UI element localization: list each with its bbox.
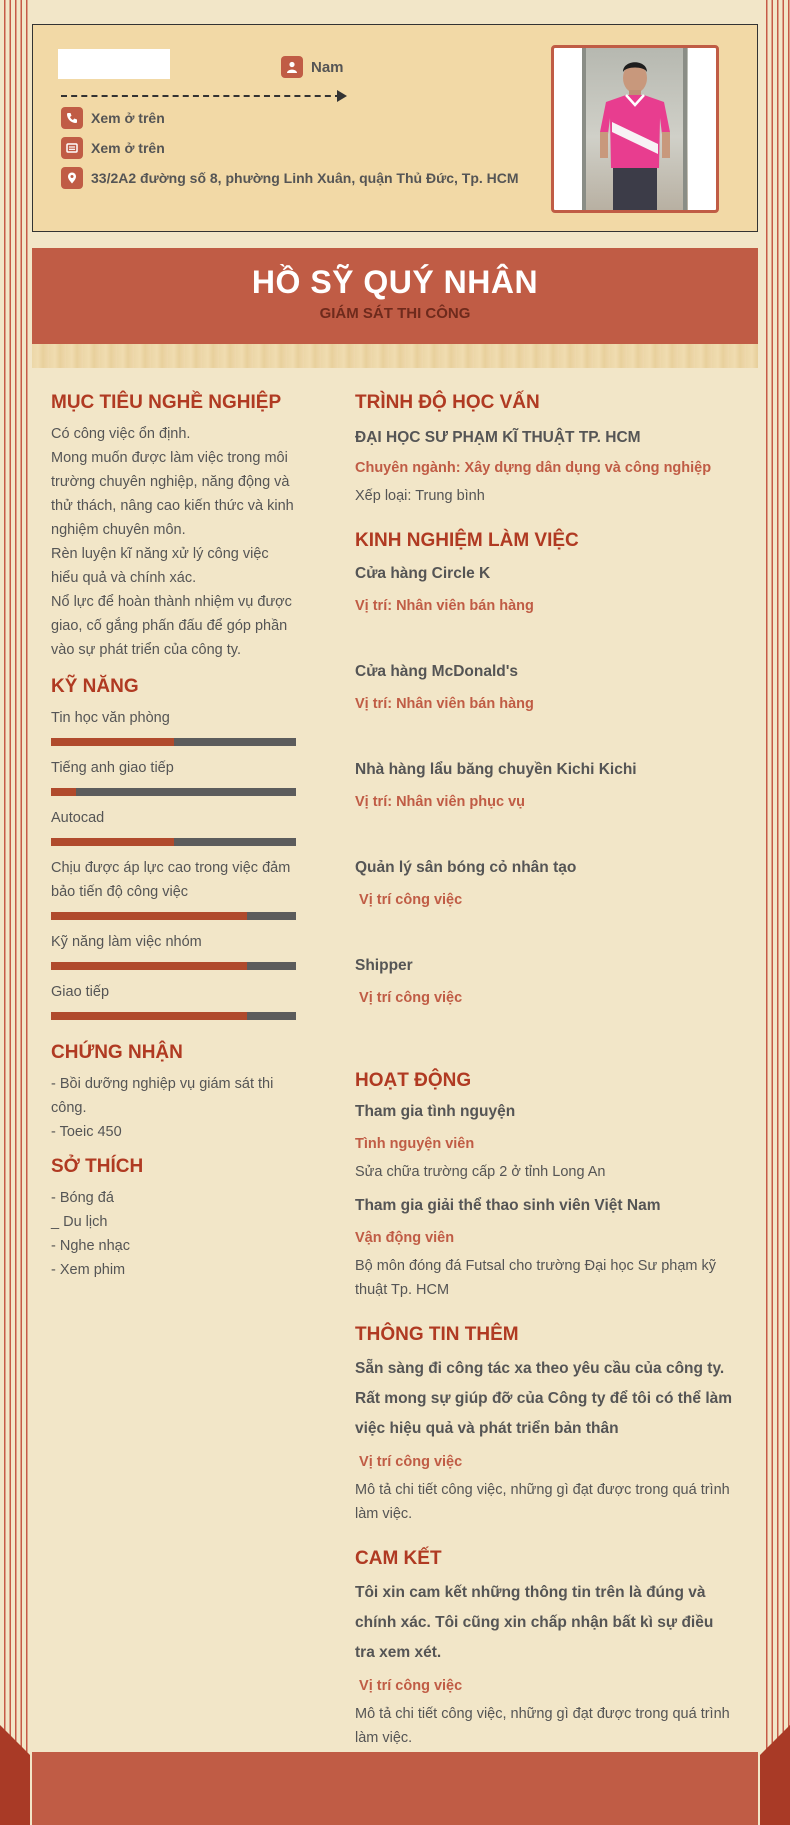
additional-text: Sẵn sàng đi công tác xa theo yêu cầu của công ty. Rất mong sự giúp đỡ của Công ty để tôi có thể làm việc hiệu quả và phát triển bản thân	[355, 1360, 733, 1437]
person-icon	[281, 56, 303, 78]
phone-row	[61, 107, 165, 129]
arrow-icon	[337, 90, 347, 102]
commitment-description: Mô tả chi tiết công việc, những gì đạt được trong quá trình làm việc.	[355, 1706, 730, 1746]
contact-box	[32, 24, 758, 232]
certificate-item: - Bồi dưỡng nghiệp vụ giám sát thi công.	[51, 1076, 274, 1116]
job-position: GIÁM SÁT THI CÔNG	[319, 305, 471, 322]
commitment-heading: CAM KẾT	[355, 1548, 442, 1569]
activity-description: Sửa chữa trường cấp 2 ở tỉnh Long An	[355, 1164, 606, 1180]
skill-item	[51, 980, 296, 1020]
skill-bar	[51, 962, 296, 970]
skill-bar-fill	[51, 962, 247, 970]
experience-company: Quản lý sân bóng cỏ nhân tạo	[355, 859, 577, 876]
objective-text-2: Mong muốn được làm việc trong môi trường chuyên nghiệp, năng động và thử thách, nâng cao kiến thức và kinh nghiệm chuyên môn.	[51, 450, 294, 538]
skill-bar-fill	[51, 838, 174, 846]
experience-company: Nhà hàng lẩu băng chuyền Kichi Kichi	[355, 761, 637, 778]
experience-item	[355, 562, 735, 660]
skills-list	[51, 706, 296, 1020]
skill-bar-fill	[51, 1012, 247, 1020]
hobby-item: - Bóng đá	[51, 1190, 114, 1206]
name-banner	[32, 248, 758, 344]
texture-strip	[32, 344, 758, 368]
footer-band	[32, 1752, 758, 1825]
skill-item	[51, 930, 296, 970]
experience-role: Vị trí công việc	[355, 990, 463, 1006]
profile-photo	[551, 45, 719, 213]
name-field-blank	[58, 49, 170, 79]
skill-item	[51, 706, 296, 746]
skill-bar	[51, 912, 296, 920]
commitment-role: Vị trí công việc	[355, 1678, 463, 1694]
hobby-item: - Nghe nhạc	[51, 1238, 130, 1254]
phone-icon	[61, 107, 83, 129]
additional-role: Vị trí công việc	[355, 1454, 463, 1470]
experience-heading: KINH NGHIỆM LÀM VIỆC	[355, 530, 579, 551]
certificate-item: - Toeic 450	[51, 1124, 122, 1140]
envelope-icon	[61, 137, 83, 159]
gender-value: Nam	[311, 58, 344, 76]
activity-item	[355, 1100, 735, 1184]
skill-bar	[51, 1012, 296, 1020]
skill-bar	[51, 738, 296, 746]
right-column	[355, 392, 735, 1750]
experience-role: Vị trí công việc	[355, 892, 463, 908]
objective-heading: MỤC TIÊU NGHỀ NGHIỆP	[51, 392, 282, 413]
email-row	[61, 137, 165, 159]
address-value: 33/2A2 đường số 8, phường Linh Xuân, quận Thủ Đức, Tp. HCM	[91, 170, 519, 186]
experience-item	[355, 660, 735, 758]
hobby-item: _ Du lịch	[51, 1214, 108, 1230]
skill-bar-fill	[51, 788, 76, 796]
activity-title: Tham gia giải thể thao sinh viên Việt Nam	[355, 1197, 661, 1214]
grade: Xếp loại: Trung bình	[355, 488, 485, 504]
major: Chuyên ngành: Xây dựng dân dụng và công nghiệp	[355, 460, 712, 476]
objective-text-3: Rèn luyện kĩ năng xử lý công việc hiểu quả và chính xác.	[51, 546, 269, 586]
experience-company: Cửa hàng McDonald's	[355, 663, 519, 680]
experience-item	[355, 758, 735, 856]
hobbies-heading: SỞ THÍCH	[51, 1156, 144, 1177]
experience-role: Vị trí: Nhân viên bán hàng	[355, 598, 534, 614]
experience-item	[355, 856, 735, 954]
skill-name: Chịu được áp lực cao trong việc đảm bảo tiến độ công việc	[51, 860, 291, 900]
right-stripes	[762, 0, 790, 1825]
person-figure	[582, 48, 688, 210]
full-name: HỒ SỸ QUÝ NHÂN	[251, 264, 539, 300]
left-column	[51, 392, 296, 1282]
skill-bar	[51, 838, 296, 846]
activity-role: Tình nguyện viên	[355, 1136, 475, 1152]
additional-description: Mô tả chi tiết công việc, những gì đạt được trong quá trình làm việc.	[355, 1482, 730, 1522]
phone-value: Xem ở trên	[91, 110, 165, 126]
skill-bar	[51, 788, 296, 796]
additional-heading: THÔNG TIN THÊM	[355, 1324, 519, 1345]
education-heading: TRÌNH ĐỘ HỌC VẤN	[355, 392, 540, 413]
skill-bar-fill	[51, 738, 174, 746]
activity-item	[355, 1194, 735, 1302]
activity-title: Tham gia tình nguyện	[355, 1103, 516, 1120]
address-row	[61, 167, 519, 189]
divider-dashed	[61, 95, 341, 97]
skill-name: Kỹ năng làm việc nhóm	[51, 934, 202, 950]
skill-item	[51, 756, 296, 796]
activities-heading: HOẠT ĐỘNG	[355, 1070, 472, 1091]
certificates-heading: CHỨNG NHẬN	[51, 1042, 183, 1063]
skills-heading: KỸ NĂNG	[51, 676, 139, 697]
skill-item	[51, 806, 296, 846]
school-name: ĐẠI HỌC SƯ PHẠM KĨ THUẬT TP. HCM	[355, 429, 641, 446]
experience-company: Cửa hàng Circle K	[355, 565, 491, 582]
experience-role: Vị trí: Nhân viên bán hàng	[355, 696, 534, 712]
commitment-text: Tôi xin cam kết những thông tin trên là đúng và chính xác. Tôi cũng xin chấp nhận bất kì sự điều tra xem xét.	[355, 1584, 714, 1661]
objective-text-1: Có công việc ổn định.	[51, 426, 191, 442]
skill-name: Autocad	[51, 810, 105, 826]
experience-company: Shipper	[355, 957, 413, 974]
activity-description: Bộ môn đóng đá Futsal cho trường Đại học Sư phạm kỹ thuật Tp. HCM	[355, 1258, 716, 1298]
skill-name: Giao tiếp	[51, 984, 110, 1000]
objective-text-4: Nổ lực để hoàn thành nhiệm vụ được giao, cố gắng phấn đấu để góp phần vào sự phát triển của công ty.	[51, 594, 292, 658]
email-value: Xem ở trên	[91, 140, 165, 156]
skill-name: Tiếng anh giao tiếp	[51, 760, 174, 776]
hobby-item: - Xem phim	[51, 1262, 126, 1278]
location-pin-icon	[61, 167, 83, 189]
skill-name: Tin học văn phòng	[51, 710, 170, 726]
skill-bar-fill	[51, 912, 247, 920]
skill-item	[51, 856, 296, 920]
gender-row	[281, 56, 344, 78]
experience-role: Vị trí: Nhân viên phục vụ	[355, 794, 525, 810]
experience-item	[355, 954, 735, 1054]
activity-role: Vận động viên	[355, 1230, 455, 1246]
left-stripes	[0, 0, 28, 1825]
